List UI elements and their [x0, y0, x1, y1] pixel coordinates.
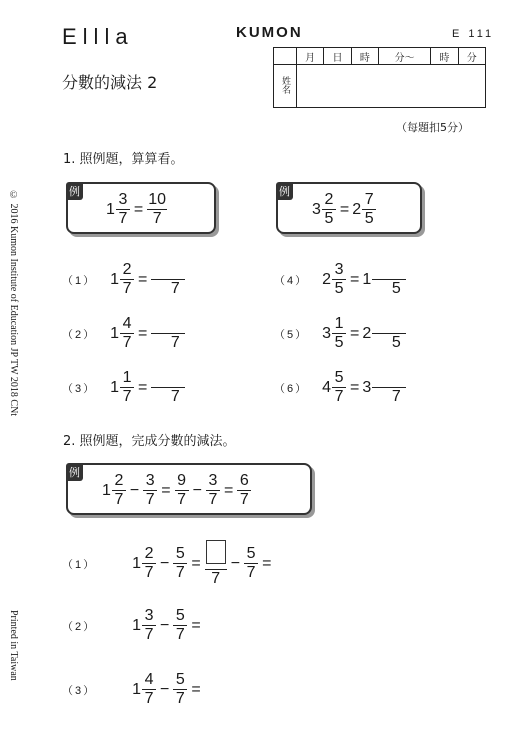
- example-box-2: [276, 182, 422, 234]
- whole-number: 1: [106, 200, 115, 218]
- deduction-note: （每題扣5分）: [396, 121, 469, 134]
- printed-text: Printed in Taiwan: [8, 610, 19, 681]
- problem-1-1: （1） 1 $\frac{2}{7}$ = 7: [62, 262, 186, 297]
- brand-logo: KUMON: [236, 24, 303, 41]
- example-box-3: [66, 463, 312, 515]
- answer-fraction[interactable]: 7: [151, 316, 185, 351]
- name-label: 姓名: [280, 75, 290, 94]
- student-name: Ellla: [62, 24, 134, 49]
- info-table: [273, 47, 486, 108]
- example-box-1: [66, 182, 216, 234]
- problem-1-4: （4） 2 $\frac{3}{5}$ = 1 5: [274, 262, 407, 297]
- fraction: $\frac{10}{7}$: [148, 191, 167, 227]
- answer-fraction[interactable]: 7: [151, 370, 185, 405]
- answer-fraction[interactable]: 7: [372, 370, 406, 405]
- example-expression: 3 $\frac{2}{5}$ = 2 $\frac{7}{5}$: [312, 192, 377, 227]
- copyright-text: © 2016 Kumon Institute of Education JP TW 2018 CNt: [8, 190, 19, 417]
- answer-box-fraction[interactable]: 7: [205, 540, 227, 587]
- problem-2-2: （2） 1 $\frac{3}{7}$ − $\frac{5}{7}$ =: [62, 607, 201, 643]
- level-code: E 111: [452, 28, 495, 40]
- problem-1-5: （5） 3 $\frac{1}{5}$ = 2 5: [274, 316, 407, 351]
- minute-label: 分: [458, 48, 485, 65]
- month-label: 月: [297, 48, 324, 65]
- example-tag: 例: [66, 182, 83, 200]
- section2-heading: 2. 照例題，完成分數的減法。: [63, 434, 236, 449]
- example-tag: 例: [66, 463, 83, 481]
- worksheet-title: 分數的減法 2: [62, 73, 158, 92]
- fraction: $\frac{2}{5}$: [322, 192, 336, 227]
- fraction: $\frac{3}{7}$: [116, 192, 130, 227]
- answer-fraction[interactable]: 5: [372, 316, 406, 351]
- fraction: $\frac{7}{5}$: [362, 192, 376, 227]
- day-label: 日: [324, 48, 351, 65]
- example-tag: 例: [276, 182, 293, 200]
- problem-2-1: （1） 1 $\frac{2}{7}$ − $\frac{5}{7}$ = 7 − $\frac{5}{7}$ =: [62, 540, 274, 587]
- problem-2-3: （3） 1 $\frac{4}{7}$ − $\frac{5}{7}$ =: [62, 671, 201, 707]
- answer-fraction[interactable]: 7: [151, 262, 185, 297]
- problem-1-6: （6） 4 $\frac{5}{7}$ = 3 7: [274, 370, 407, 405]
- hour-label: 時: [351, 48, 378, 65]
- example-expression: 1 $\frac{3}{7}$ = $\frac{10}{7}$: [106, 191, 167, 227]
- problem-1-2: （2） 1 $\frac{4}{7}$ = 7: [62, 316, 186, 351]
- hour2-label: 時: [431, 48, 458, 65]
- section1-heading: 1. 照例題，算算看。: [63, 152, 184, 167]
- problem-1-3: （3） 1 $\frac{1}{7}$ = 7: [62, 370, 186, 405]
- example-expression: 1 $\frac{2}{7}$ − $\frac{3}{7}$ = $\frac{9}{7}$ − $\frac{3}{7}$ = $\frac{6}{7}$: [102, 473, 252, 508]
- name-field[interactable]: [297, 65, 486, 108]
- answer-fraction[interactable]: 5: [372, 262, 406, 297]
- minute-to-label: 分～: [379, 48, 431, 65]
